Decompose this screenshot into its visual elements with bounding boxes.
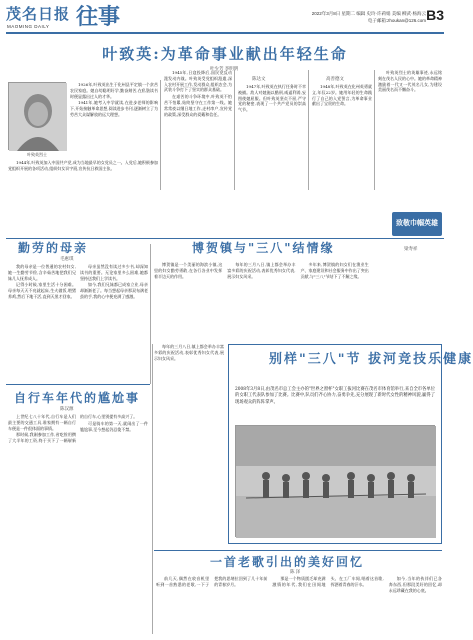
- story-paragraph: 上世纪七八十年代,自行车是人们最主要的交通工具,谁家拥有一辆自行车便是一件很体面的事情。: [8, 414, 76, 431]
- lead-paragraph: 叶致英烈士的英雄事迹,永远铭刻在茂名人民的心中。她的革命精神激励着一代又一代茂名儿女,为建设美丽茂名而不懈奋斗。: [378, 70, 442, 93]
- story-paragraph: 那是一个物质匮乏却充满激情的年代,我们在田间地头、在工厂车间,唱着这首歌,挥洒着青春的汗水。: [272, 576, 384, 587]
- lead-paragraph: 1947年,叶致英在执行任务时不幸被捕。敌人对她施以酷刑,威逼利诱,妄图使她屈服。但叶致英坚贞不屈,严守党的秘密,表现了一个共产党员的崇高气节。: [238, 84, 306, 113]
- column-divider: [152, 344, 153, 634]
- photo-feature-title: 别样"三八"节 拔河竞技乐健康: [269, 352, 473, 367]
- column-divider: [234, 70, 235, 190]
- lead-column-1b: [8, 160, 158, 190]
- issue-info: [312, 10, 426, 24]
- lead-paragraph: 1941年,她考入中学就读,在进步老师的影响下,开始接触革命思想,阅读进步书刊,逐渐树立了为劳苦大众谋解放的远大理想。: [70, 100, 158, 117]
- issue-line-1: 2022年3月8日 星期二 编辑 史玲·许莉娟 美编 柳武·杨海云: [311, 11, 426, 16]
- lead-paragraph: 1948年,叶致英在化州英勇就义,年仅22岁。她用年轻的生命践行了自己的入党誓言,为革命事业献出了宝贵的生命。: [312, 84, 372, 107]
- story-body-mother: [8, 264, 148, 382]
- story-paragraph: 前几天,偶然在收音机里听到一首熟悉的老歌,一下子把我的思绪拉回到了几十年前的青春岁月。: [156, 576, 268, 587]
- masthead-rule: [6, 32, 444, 34]
- story-body-bicycle: [8, 414, 148, 634]
- newspaper-logo: 茂名日报: [6, 5, 71, 23]
- story-paragraph: 记得小时候,家里生活十分困难。母亲每天天不亮就起床,生火做饭,喂猪养鸡,然后下地干活,直到天黑才回家。: [8, 282, 76, 299]
- story-byline-mother: 毛惠琪: [60, 256, 74, 261]
- section-rule: [6, 238, 444, 239]
- lead-paragraph: 1944年,叶致英加入中国共产党,成为当地最早的女党员之一。入党后,她积极参加党组织开展的各项活动,组织妇女识字班,宣传抗日救国主张。: [8, 160, 158, 171]
- lead-sub-author: 陈达文: [252, 76, 266, 81]
- story-paragraph: 如今,我们兄妹都已成家立业,母亲却渐渐老了。每当想起母亲那双布满老茧的手,我的心中便充满了感激。: [80, 282, 148, 299]
- story-paragraph: 博贺镇是一个美丽的海滨小镇,这里的妇女勤劳勇敢,在各行各业中发挥着半边天的作用。: [154, 262, 223, 279]
- portrait-photo: [8, 82, 66, 150]
- section-rule: [154, 550, 442, 551]
- story-body-bohe: [154, 262, 442, 340]
- column-divider: [150, 244, 151, 384]
- newspaper-logo-english: MAOMING DAILY: [7, 24, 50, 29]
- story-paragraph: 母亲虽然没有读过多少书,却深知读书的重要。无论家里多么困难,她都坚持送我们上学读书。: [80, 264, 148, 281]
- story-paragraph: 我的母亲是一位普通的农村妇女,她一生勤劳节俭,含辛茹苦地把我们兄妹几人抚养成人。: [8, 264, 76, 281]
- story-title-bicycle: 自行车年代的尴尬事: [14, 391, 141, 405]
- tribute-badge: 致敬巾帼英雄: [392, 212, 442, 236]
- column-divider: [374, 70, 375, 190]
- story-byline-oldsong: 陈 泽: [290, 569, 301, 574]
- story-paragraph: 可是骑车的第一天,就闹出了一件尴尬事,至今想起仍忍俊不禁。: [80, 420, 148, 432]
- column-divider: [160, 80, 161, 190]
- story-byline-bicycle: 陈汉源: [60, 406, 74, 411]
- story-paragraph: 多年来,博贺镇的妇女们在渔业生产、家庭建设和社会服务中作出了突出贡献,与"三八"节结下了不解之缘。: [300, 262, 369, 279]
- portrait-photo-icon: [9, 83, 67, 151]
- lead-headline: 叶致英:为革命事业献出年轻生命: [102, 45, 348, 63]
- section-rule: [6, 384, 150, 385]
- lead-sub-author-2: 高善德文: [326, 76, 344, 81]
- photo-feature-box: [228, 344, 473, 544]
- story-paragraph: 每年的三月八日,镇上都会举办丰富多彩的庆祝活动,表彰优秀妇女代表,展示妇女风采。: [154, 344, 224, 361]
- story-body-oldsong: [156, 576, 442, 636]
- story-title-bohe: 博贺镇与"三八"结情缘: [192, 241, 335, 255]
- lead-column-2: [164, 70, 232, 190]
- lead-paragraph: 1926年,叶致英出生于化州县平定镇一个贫苦农民家庭。她自幼聪明好学,勤奋刻苦,在私塾读书时便显露出过人的才华。: [70, 82, 158, 99]
- section-title: 往事: [76, 4, 121, 30]
- lead-paragraph: 在艰苦的斗争环境中,叶致英不怕苦不怕累,始终坚守在工作第一线。她常常夜以继日地工作,走村串户,宣传党的政策,深受群众的爱戴和信任。: [164, 94, 232, 117]
- masthead: [6, 4, 444, 38]
- photo-feature-intro: 2008年3月8日,由茂名市总工会主办的"世界之窗杯"女职工拔河比赛在茂名市体育馆举行,来自全市各单位的女职工代表队参加了比赛。比赛中,队员们齐心协力,奋勇争先,充分展现了新时代女性的精神风貌,赢得了现场观众的阵阵掌声。: [235, 387, 435, 405]
- tug-of-war-photo-icon: [236, 426, 436, 538]
- page-number: B3: [426, 7, 444, 23]
- column-divider: [308, 70, 309, 190]
- tug-of-war-photo: [235, 425, 435, 537]
- portrait-caption: 叶致英烈士: [27, 152, 47, 157]
- story-byline-bohe: 梁寿祥: [404, 246, 418, 251]
- lead-column-3: [238, 84, 306, 190]
- lead-paragraph: 1945年,日寇投降后,国民党反动派发动内战。叶致英受党组织派遣,深入农村开展工作,发动群众,组织农会,为武装斗争打下了坚实的群众基础。: [164, 70, 232, 93]
- lead-column-5: [378, 70, 442, 210]
- story-title-oldsong: 一首老歌引出的美好回忆: [210, 555, 365, 569]
- story-title-mother: 勤劳的母亲: [18, 241, 89, 255]
- story-body-bohe-cont: [154, 344, 224, 544]
- story-paragraph: 如今,当年的伙伴们已各奔东西,但那段美好的回忆,却永远珍藏在我的心底。: [388, 576, 442, 593]
- story-paragraph: 每年的三月八日,镇上都会举办丰富多彩的庆祝活动,表彰优秀妇女代表,展示妇女风采。: [227, 262, 296, 279]
- lead-byline: 叶少芳 李明明: [210, 66, 239, 71]
- lead-column-4: [312, 84, 372, 190]
- story-paragraph: 那时候,我刚参加工作,省吃俭用攒了大半年的工资,终于买下了一辆崭新的自行车,心里别提有多高兴了。: [8, 414, 138, 444]
- issue-line-2: 电子邮箱:zhoukan@126.com: [367, 18, 426, 24]
